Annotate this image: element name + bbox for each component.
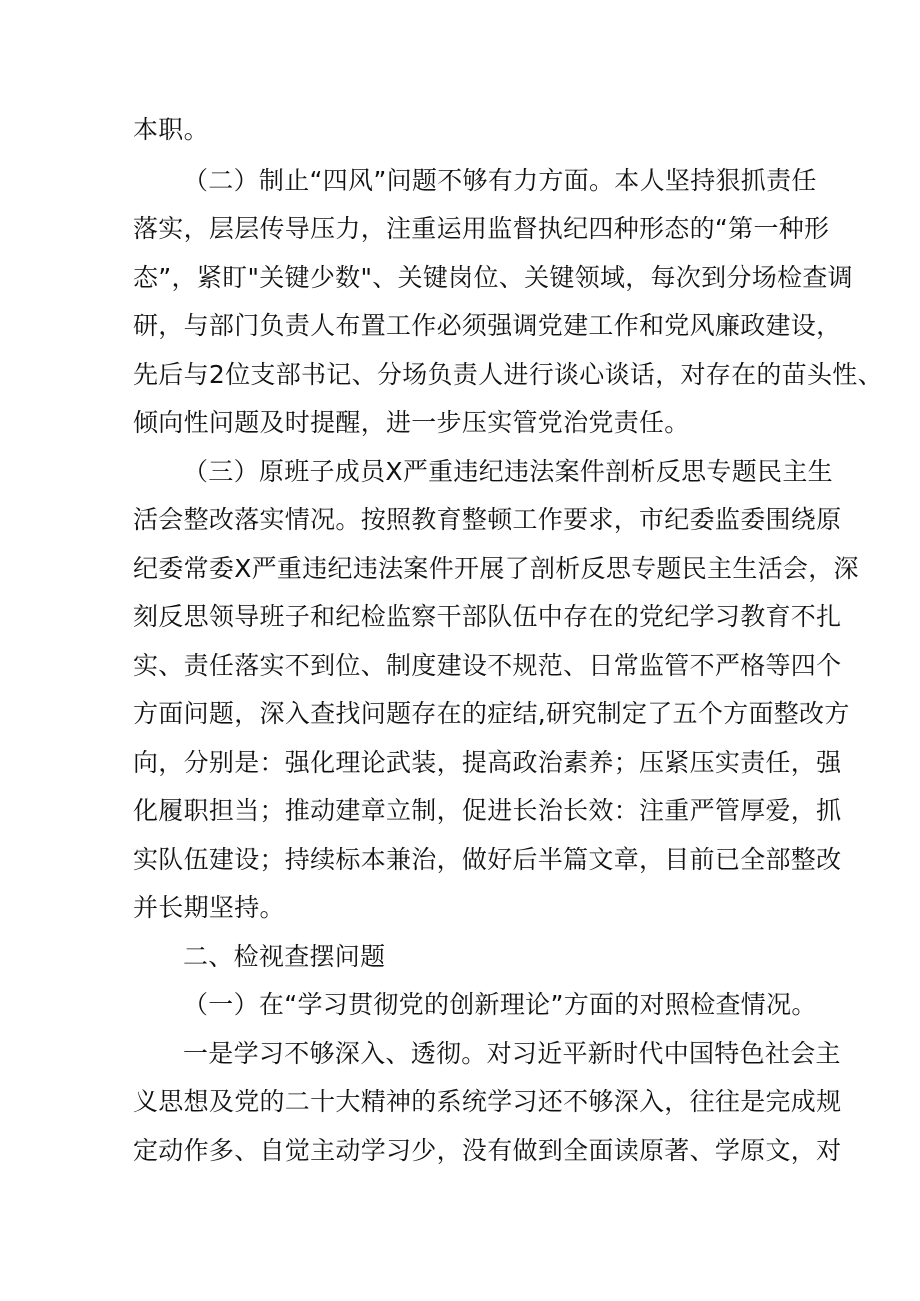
text-line: 并长期坚持。 <box>133 893 285 922</box>
text-line: 化履职担当；推动建章立制，促进长治长效：注重严管厚爱，抓 <box>133 796 842 825</box>
text-line: 研，与部门负责人布置工作必须强调党建工作和党风廉政建设， <box>133 311 842 340</box>
text-line: 态”，紧盯"关键少数"、关键岗位、关键领域，每次到分场检查调 <box>133 263 853 292</box>
text-line: 刻反思领导班子和纪检监察干部队伍中存在的党纪学习教育不扎 <box>133 602 842 631</box>
text-line: （三）原班子成员X严重违纪违法案件剖析反思专题民主生 <box>183 457 833 486</box>
text-line: 纪委常委X严重违纪违法案件开展了剖析反思专题民主生活会，深 <box>133 554 859 583</box>
text-line: 方面问题，深入查找问题存在的症结,研究制定了五个方面整改方 <box>133 699 850 728</box>
text-line: 义思想及党的二十大精神的系统学习还不够深入，往往是完成规 <box>133 1087 842 1116</box>
text-line: 实、责任落实不到位、制度建设不规范、日常监管不严格等四个 <box>133 651 842 680</box>
text-line: 实队伍建设；持续标本兼治，做好后半篇文章，目前已全部整改 <box>133 845 842 874</box>
subsection-heading: （一）在“学习贯彻党的创新理论”方面的对照检查情况。 <box>183 990 817 1019</box>
text-line: 落实，层层传导压力，注重运用监督执纪四种形态的“第一种形 <box>133 214 830 243</box>
text-line: 先后与2位支部书记、分场负责人进行谈心谈话，对存在的苗头性、 <box>133 360 883 389</box>
text-line: 一是学习不够深入、透彻。对习近平新时代中国特色社会主 <box>183 1039 841 1068</box>
section-heading: 二、检视查摆问题 <box>183 942 386 971</box>
text-line: 活会整改落实情况。按照教育整顿工作要求，市纪委监委围绕原 <box>133 505 842 534</box>
text-line: 倾向性问题及时提醒，进一步压实管党治党责任。 <box>133 408 690 437</box>
text-line: （二）制止“四风”问题不够有力方面。本人坚持狠抓责任 <box>183 166 817 195</box>
text-line: 定动作多、自觉主动学习少，没有做到全面读原著、学原文，对 <box>133 1136 842 1165</box>
text-line: 向，分别是：强化理论武装，提高政治素养；压紧压实责任，强 <box>133 748 842 777</box>
text-line: 本职。 <box>133 115 209 144</box>
